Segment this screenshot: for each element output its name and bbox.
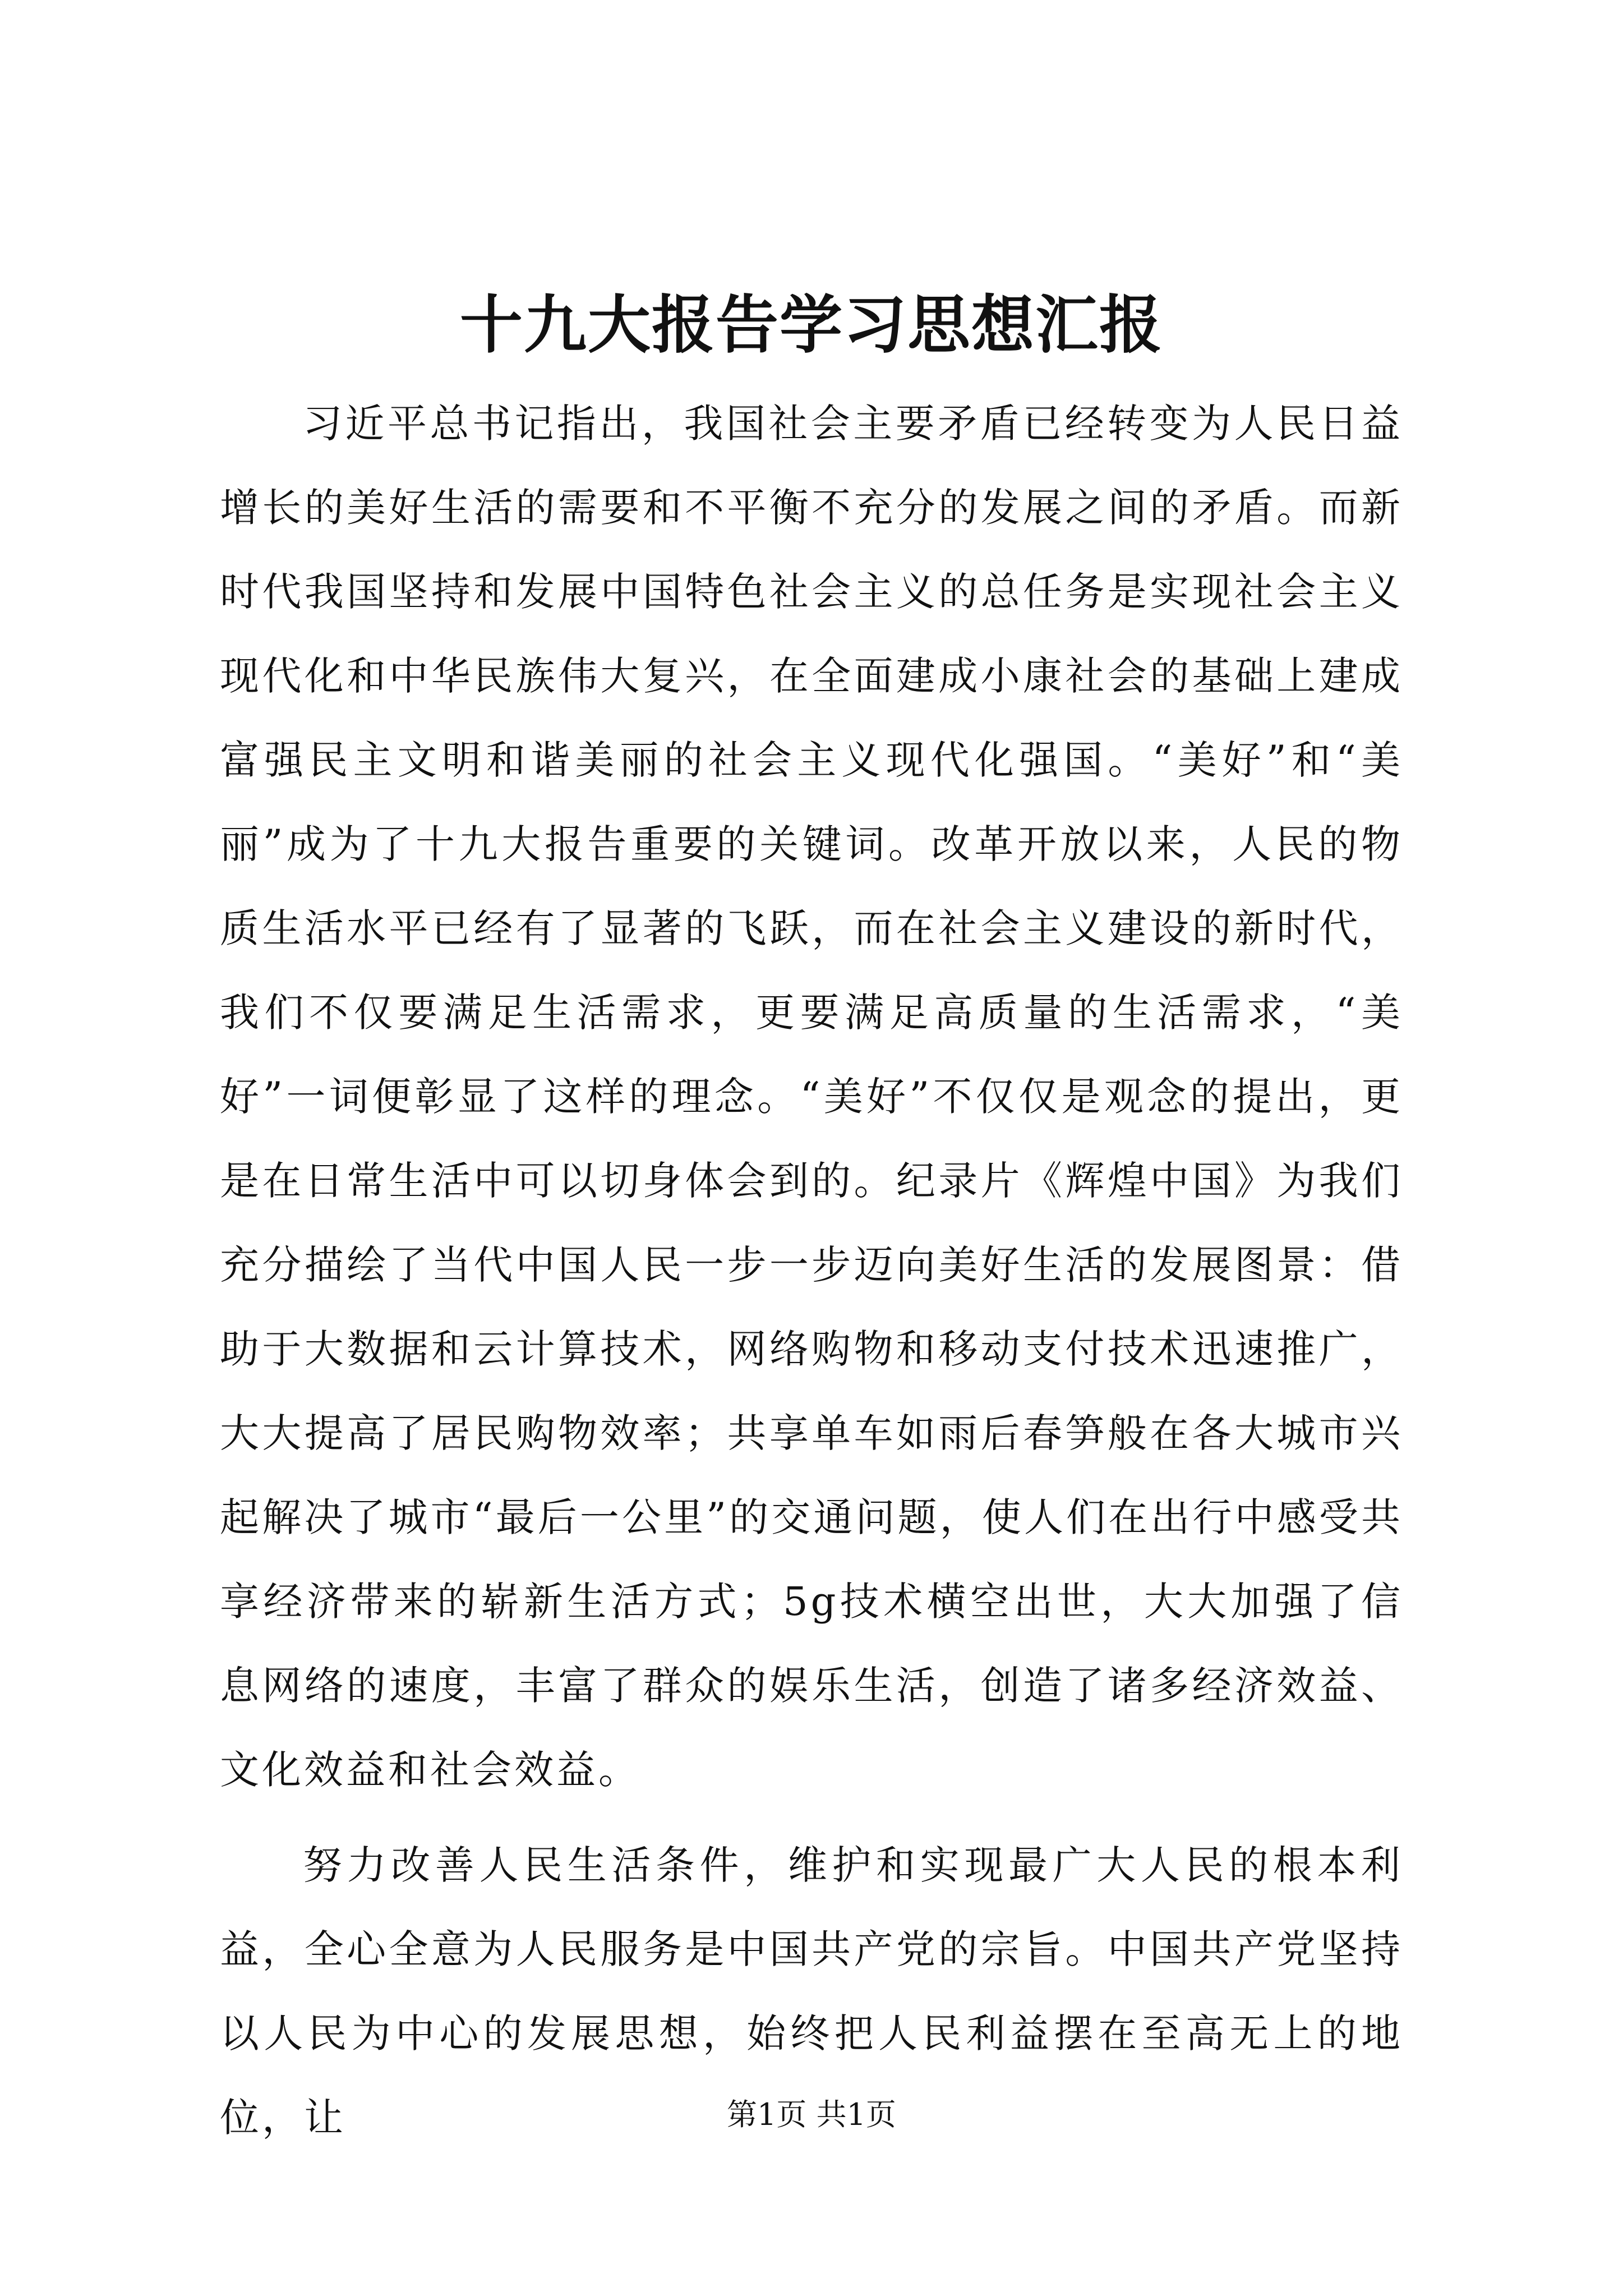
- document-title: 十九大报告学习思想汇报: [460, 288, 1163, 362]
- document-body: [220, 381, 1403, 2166]
- paragraph-2: 努力改善人民生活条件，维护和实现最广大人民的根本利益，全心全意为人民服务是中国共产党的宗旨。中国共产党坚持以人民为中心的发展思想，始终把人民利益摆在至高无上的地位，让: [220, 1842, 1403, 2141]
- paragraph-1: 习近平总书记指出，我国社会主要矛盾已经转变为人民日益增长的美好生活的需要和不平衡不充分的发展之间的矛盾。而新时代我国坚持和发展中国特色社会主义的总任务是实现社会主义现代化和中华民族伟大复兴，在全面建成小康社会的基础上建成富强民主文明和谐美丽的社会主义现代化强国。“美好”和“美丽”成为了十九大报告重要的关键词。改革开放以来，人民的物质生活水平已经有了显著的飞跃，而在社会主义建设的新时代，我们不仅要满足生活需求，更要满足高质量的生活需求，“美好”一词便彰显了这样的理念。“美好”不仅仅是观念的提出，更是在日常生活中可以切身体会到的。纪录片《辉煌中国》为我们充分描绘了当代中国人民一步一步迈向美好生活的发展图景：借助于大数据和云计算技术，网络购物和移动支付技术迅速推广，大大提高了居民购物效率；共享单车如雨后春笋般在各大城市兴起解决了城市“最后一公里”的交通问题，使人们在出行中感受共享经济带来的崭新生活方式；5g技术横空出世，大大加强了信息网络的速度，丰富了群众的娱乐生活，创造了诸多经济效益、文化效益和社会效益。: [220, 401, 1403, 1793]
- page-number-footer: 第1页 共1页: [727, 2097, 896, 2132]
